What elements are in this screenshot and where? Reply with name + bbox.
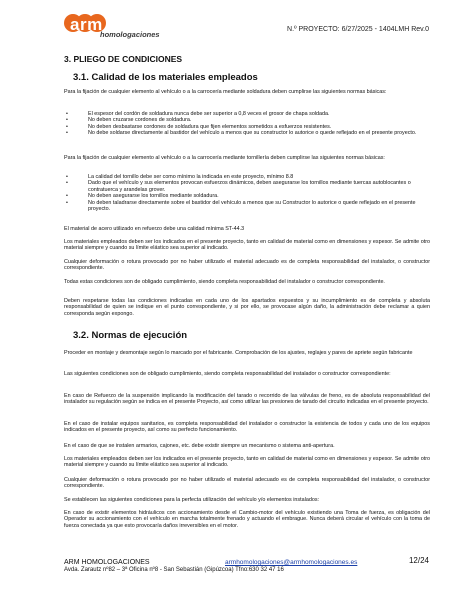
list-item: • No deben cruzarse cordones de soldadura. [64,117,430,123]
paragraph: Cualquier deformación o rotura provocado por no haber utilizado el material adecuado es de completa responsabilidad del instalador, o constructor correspondiente. [64,477,430,490]
list-item: • La calidad del tornillo debe ser como mínimo la indicada en este proyecto, mínimo 8.8 [64,174,430,180]
subsection-title-materials: 3.1. Calidad de los materiales empleados [73,72,258,83]
paragraph: En el caso de instalar equipos sanitarios, es completa responsabilidad del instalador o constructor la existencia de todos y cada uno de los equipos indicados en el presente proyecto, así como su perfecto funcionamiento. [64,421,430,434]
paragraph: Cualquier deformación o rotura provocado por no haber utilizado el material adecuado es de completa responsabilidad del instalador, o constructor correspondiente. [64,259,430,272]
bolting-rules-list [64,174,430,212]
paragraph: Todas estas condiciones son de obligado cumplimiento, siendo completa responsabilidad del instalador o constructor correspondiente. [64,279,385,285]
paragraph: Deben respetarse todas las condiciones indicadas en cada uno de los apartados expuestos y su incumplimiento es de completa y absoluta responsabilidad de quien se indique en el punto correspondiente, y si por ello, se provocase algún daño, la administración debe reclamar a quien corresponda según expongo. [64,298,430,317]
welding-rules-list [64,111,430,137]
list-item: • No deben taladrarse directamente sobre el bastidor del vehículo a menos que su Constructor lo autorice o quede reflejado en el presente proyecto. [64,200,430,213]
list-item: • Dado que el vehículo y sus elementos provocan esfuerzos dinámicos, deben asegurarse los tornillos mediante tuercas autoblocantes o contratuerca y arandelas grover. [64,180,430,193]
footer-email-link[interactable]: armhomologaciones@armhomologaciones.es [225,559,358,566]
paragraph: Se establecen las siguientes condiciones para la perfecta utilización del vehículo y/o elementos instalados: [64,497,320,503]
paragraph: El material de acero utilizado en refuerzo debe una calidad mínima ST-44.3 [64,226,245,232]
subsection-title-execution: 3.2. Normas de ejecución [73,330,188,341]
section-title: 3. PLIEGO DE CONDICIONES [64,54,183,64]
logo-subtitle: homologaciones [100,30,160,39]
list-item: • El espesor del cordón de soldadura nunca debe ser superior a 0,8 veces el grosor de chapa soldada. [64,111,430,117]
paragraph: Los materiales empleados deben ser los indicados en el presente proyecto, tanto en calidad de material como en dimensiones y espesor. Se admite otro material siempre y cuando su límite elástico sea superior al indicado. [64,239,430,252]
footer-company: ARM HOMOLOGACIONES [64,559,150,566]
paragraph: Proceder en montaje y desmontaje según lo marcado por el fabricante. Comprobación de los ajustes, reglajes y pares de apriete según fabricante [64,350,413,356]
company-logo [64,14,174,44]
list-item: • No debe soldarse directamente al bastidor del vehículo a menos que su constructor lo autorice o quede reflejado en el presente proyecto. [64,130,430,136]
paragraph: En caso de Refuerzo de la suspensión implicando la modificación del tarado o recorrido de las válvulas de freno, es de absoluta responsabilidad del instalador su regulación según se indica en el presente Proyecto, así como utilizar las presiones de tarado del circuito indicadas en el presente proyecto. [64,393,430,406]
project-number: N.º PROYECTO: 6/27/2025 - 1404LMH Rev.0 [287,26,429,33]
page-number: 12/24 [408,556,429,565]
logo-text: arm [70,15,103,34]
footer-address: Avda. Zarautz nº82 – 3ª Oficina nº8 - San Sebastián (Gipúzcoa) Tfno:630 32 47 16 [64,567,284,573]
paragraph: Para la fijación de cualquier elemento al vehículo o a la carrocería mediante tornillería deben cumplirse las siguientes normas básicas: [64,155,385,161]
paragraph: Las siguientes condiciones son de obligado cumplimiento, siendo completa responsabilidad del instalador o constructor correspondiente: [64,371,391,377]
list-item: • No deben desbastarse cordones de soldadura que fijen elementos sometidos a esfuerzos resistentes. [64,124,430,130]
paragraph: En el caso de que se instalen armarios, cajones, etc. debe existir siempre un mecanismo o sistema anti-apertura. [64,443,335,449]
list-item: • No deben asegurarse los tornillos mediante soldadura. [64,193,430,199]
paragraph: En caso de existir elementos hidráulicos con accionamiento desde el Cambio-motor del vehículo existiendo una Toma de fuerza, es obligación del Operador su accionamiento con el vehículo en marcha totalmente frenado y actuando el embrague. Nunca deberá circular el vehículo con la toma de fuerza conectada ya que esto provocaría daños irreversibles en el motor. [64,510,430,529]
paragraph: Para la fijación de cualquier elemento al vehículo o a la carrocería mediante soldadura deben cumplirse las siguientes normas básicas: [64,89,387,95]
paragraph: Los materiales empleados deben ser los indicados en el presente proyecto, tanto en calidad de material como en dimensiones y espesor. Se admite otro material siempre y cuando su límite elástico sea superior al indicado. [64,456,430,469]
